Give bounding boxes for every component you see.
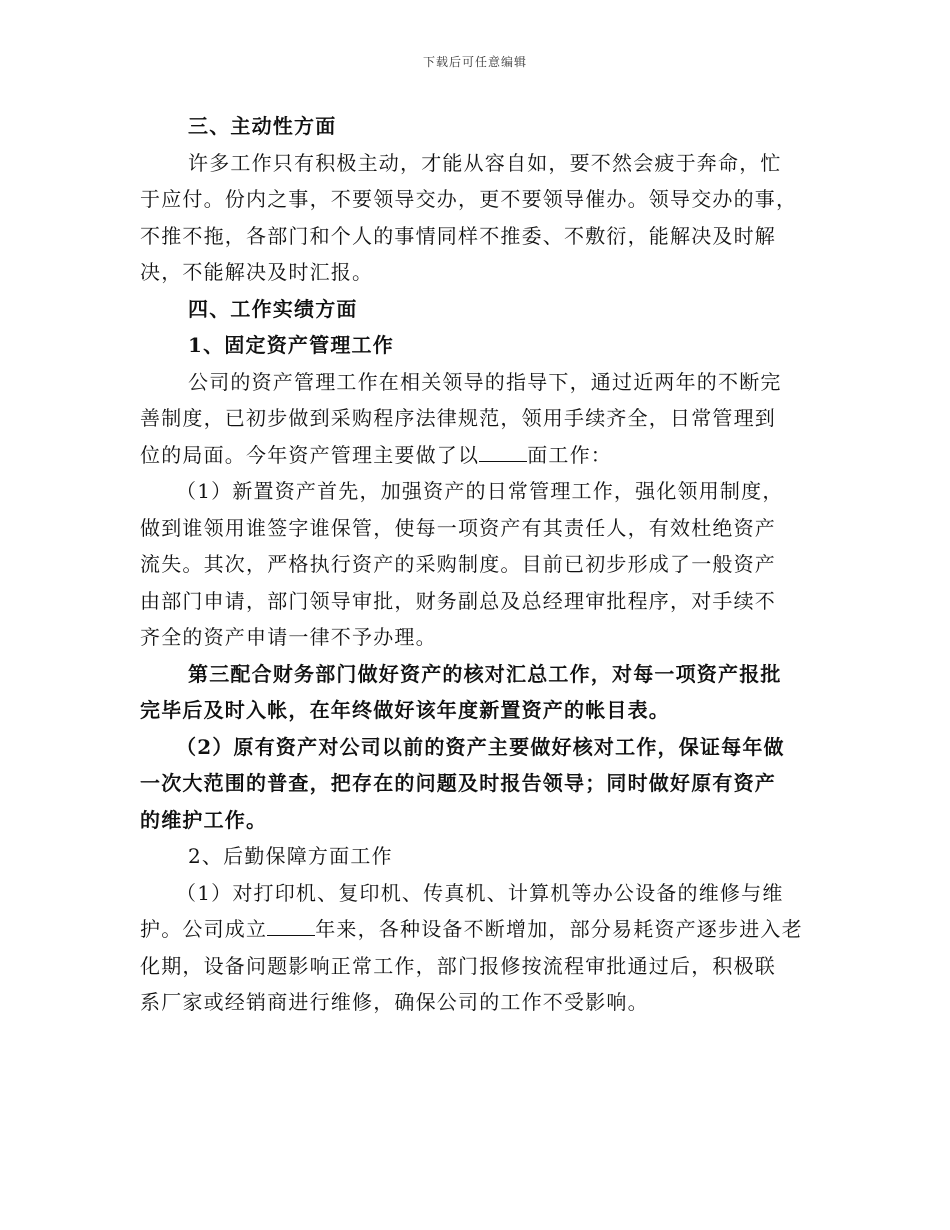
- bold-paragraph-line: 的维护工作。: [140, 807, 268, 832]
- page-header-note: 下载后可任意编辑: [422, 55, 527, 69]
- text-segment: 年来，各种设备不断增加，部分易耗资产逐步进入老: [315, 917, 803, 941]
- paragraph-line: 公司的资产管理工作在相关领导的指导下，通过近两年的不断完: [188, 369, 782, 394]
- text-segment: 位的局面。今年资产管理主要做了以: [140, 442, 480, 467]
- paragraph-line: 不推不拖，各部门和个人的事情同样不推委、不敷衍，能解决及时解: [140, 223, 776, 248]
- paragraph-line: （1）对打印机、复印机、传真机、计算机等办公设备的维修与维: [176, 880, 784, 905]
- bold-paragraph-line: 完毕后及时入帐，在年终做好该年度新置资产的帐目表。: [140, 698, 670, 722]
- fill-in-blank: [267, 919, 315, 936]
- paragraph-line: 流失。其次，严格执行资产的采购制度。目前已初步形成了一般资产: [140, 552, 776, 576]
- paragraph-line: 由部门申请，部门领导审批，财务副总及总经理审批程序，对手续不: [140, 588, 776, 613]
- subsection-heading-4-1: 1、固定资产管理工作: [188, 333, 394, 357]
- paragraph-line: 善制度，已初步做到采购程序法律规范，领用手续齐全，日常管理到: [140, 406, 776, 430]
- paragraph-line: 做到谁领用谁签字谁保管，使每一项资产有其责任人，有效杜绝资产: [140, 515, 776, 540]
- bold-paragraph-line: （2）原有资产对公司以前的资产主要做好核对工作，保证每年做: [176, 734, 785, 759]
- paragraph-line: 齐全的资产申请一律不予办理。: [140, 625, 437, 649]
- paragraph-line: 化期，设备问题影响正常工作，部门报修按流程审批通过后，积极联: [140, 953, 776, 978]
- paragraph-line: 于应付。份内之事，不要领导交办，更不要领导催办。领导交办的事，: [140, 187, 798, 211]
- paragraph-line: [140, 911, 820, 948]
- paragraph-line: （1）新置资产首先，加强资产的日常管理工作，强化领用制度，: [176, 479, 784, 503]
- fill-in-blank: [479, 445, 527, 462]
- document-body: [140, 108, 820, 1021]
- paragraph-line: [140, 437, 820, 474]
- paragraph-line: 许多工作只有积极主动，才能从容自如，要不然会疲于奔命，忙: [188, 150, 782, 175]
- section-heading-4: 四、工作实绩方面: [188, 296, 358, 321]
- text-segment: 护。公司成立: [140, 917, 268, 941]
- bold-paragraph-line: 一次大范围的普查，把存在的问题及时报告领导；同时做好原有资产: [140, 771, 776, 795]
- paragraph-line: 系厂家或经销商进行维修，确保公司的工作不受影响。: [140, 990, 649, 1014]
- subsection-heading-4-2: 2、后勤保障方面工作: [188, 844, 393, 868]
- section-heading-3: 三、主动性方面: [188, 114, 337, 138]
- bold-paragraph-line: 第三配合财务部门做好资产的核对汇总工作，对每一项资产报批: [188, 661, 782, 686]
- paragraph-line: 决，不能解决及时汇报。: [140, 260, 374, 284]
- text-segment: 面工作：: [527, 442, 613, 467]
